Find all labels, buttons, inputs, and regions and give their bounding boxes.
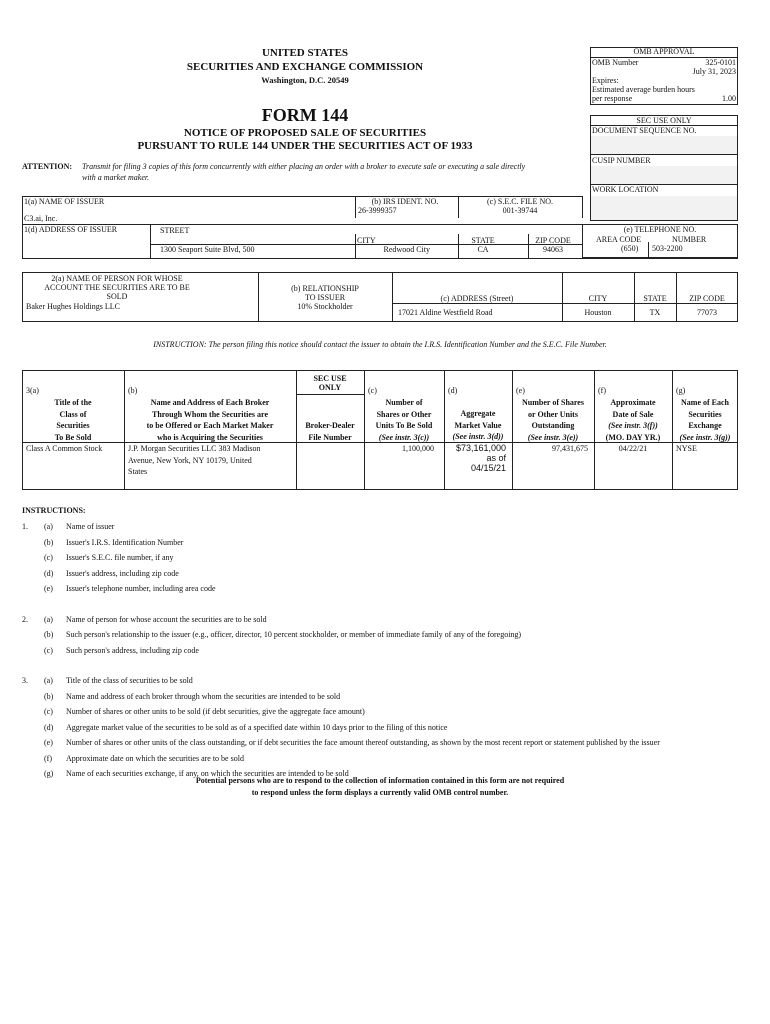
person-city-value[interactable]: Houston <box>584 308 612 317</box>
issuer-name-value[interactable]: C3.ai, Inc. <box>24 214 58 223</box>
colBD-line: Broker-Dealer <box>305 421 355 430</box>
irs-value[interactable]: 26-3999357 <box>358 206 397 215</box>
attention-text-2: with a market maker. <box>82 173 150 182</box>
colG-line: Name of Each <box>681 398 729 407</box>
zip-label: ZIP CODE <box>535 236 571 245</box>
colA-line: Class of <box>59 409 87 419</box>
instruction-letter: (a) <box>44 522 53 531</box>
sec-use-only-2: ONLY <box>318 383 342 392</box>
city-value[interactable]: Redwood City <box>383 245 430 254</box>
omb-number-value: 325-0101 <box>705 58 736 67</box>
person-city-label: CITY <box>588 294 608 303</box>
person-address-value[interactable]: 17021 Aldine Westfield Road <box>398 308 493 317</box>
form-subtitle-2: PURSUANT TO RULE 144 UNDER THE SECURITIES ACT OF 1933 <box>137 140 473 152</box>
instruction-text: Number of shares or other units of the class outstanding, or if debt securities the face amount thereof outstanding, as shown by the most recent report or statement published by the issuer <box>66 738 660 747</box>
col-c-letter: (c) <box>368 386 377 395</box>
col-g-letter: (g) <box>676 386 686 395</box>
phone-number-value[interactable]: 503-2200 <box>652 244 683 253</box>
col-d-header <box>444 408 512 443</box>
col-g-header <box>672 397 738 443</box>
instruction-group-number: 3. <box>22 676 28 685</box>
colE-line: (See instr. 3(e)) <box>527 432 579 442</box>
issuer-left-edge <box>22 196 23 258</box>
col-b-letter: (b) <box>128 386 138 395</box>
instruction-text: Issuer's S.E.C. file number, if any <box>66 553 174 562</box>
doc-sequence-label: DOCUMENT SEQUENCE NO. <box>592 126 697 135</box>
form-subtitle-1: NOTICE OF PROPOSED SALE OF SECURITIES <box>183 127 427 139</box>
instruction-text: Aggregate market value of the securities to be sold as of a specified date within 10 days prior to the filing of this notice <box>66 722 448 732</box>
instruction-text: Issuer's address, including zip code <box>66 568 179 578</box>
colC-line: (See instr. 3(c)) <box>378 432 430 442</box>
colC-line: Units To Be Sold <box>375 421 433 430</box>
person-address-label: (c) ADDRESS (Street) <box>440 294 514 303</box>
row-outstanding-value[interactable]: 97,431,675 <box>552 444 588 453</box>
col-f-header <box>594 397 672 443</box>
person-state-value[interactable]: TX <box>649 308 661 317</box>
colC-line: Number of <box>385 398 423 407</box>
instruction-group-number: 1. <box>22 522 28 531</box>
instruction-text: Such person's address, including zip code <box>66 645 199 655</box>
omb-per-response-label: per response <box>592 94 633 103</box>
header-line-3: Washington, D.C. 20549 <box>261 75 349 85</box>
instruction-letter: (d) <box>44 722 54 732</box>
cusip-label: CUSIP NUMBER <box>592 156 651 165</box>
colG-line: (See instr. 3(g)) <box>679 432 731 442</box>
instruction-letter: (f) <box>44 753 52 763</box>
colE-line: or Other Units <box>528 409 578 419</box>
person-name-value[interactable]: Baker Hughes Holdings LLC <box>26 302 120 311</box>
person-state-label: STATE <box>643 294 667 303</box>
file-value[interactable]: 001-39744 <box>502 206 538 215</box>
instruction-text: Title of the class of securities to be sold <box>66 676 193 685</box>
colD-line: Market Value <box>454 420 502 430</box>
col-e-letter: (e) <box>516 386 525 395</box>
issuer-address-label: 1(d) ADDRESS OF ISSUER <box>24 225 118 234</box>
city-label: CITY <box>357 236 376 245</box>
sec-use-divider-2 <box>590 154 738 155</box>
sec-use-only-1: SEC USE <box>313 374 347 383</box>
instruction-group-number: 2. <box>22 614 28 624</box>
relationship-label-1: (b) RELATIONSHIP <box>291 284 359 293</box>
omb-per-response-value: 1.00 <box>722 94 736 103</box>
colF-line: Date of Sale <box>612 409 654 419</box>
phone-divider <box>648 242 649 258</box>
row-value-value[interactable] <box>446 443 506 473</box>
header-line-1: UNITED STATES <box>261 47 349 59</box>
instruction-text: Number of shares or other units to be sold (if debt securities, give the aggregate face amount) <box>66 707 365 716</box>
issuer-right-edge <box>582 196 583 218</box>
row-date-value[interactable]: 04/22/21 <box>618 444 648 453</box>
rowValue-line: $73,161,000 <box>455 443 506 453</box>
omb-title: OMB APPROVAL <box>633 47 695 56</box>
colC-line: Shares or Other <box>376 409 432 419</box>
footer-line-2: to respond unless the form displays a currently valid OMB control number. <box>251 788 509 797</box>
col-f-letter: (f) <box>598 386 606 395</box>
colB-line: Name and Address of Each Broker <box>150 398 270 407</box>
colD-line: Aggregate <box>460 409 496 418</box>
colF-line: (See instr. 3(f)) <box>608 421 658 430</box>
instruction-letter: (a) <box>44 614 53 624</box>
instructions-title: INSTRUCTIONS: <box>22 506 86 515</box>
colE-line: Outstanding <box>531 421 575 430</box>
issuer-state-left <box>458 234 459 258</box>
street-label: STREET <box>160 226 190 235</box>
rowValue-line: 04/15/21 <box>470 463 506 473</box>
issuer-name-label: 1(a) NAME OF ISSUER <box>24 197 105 206</box>
colA-line: To Be Sold <box>54 432 92 442</box>
colA-line: Securities <box>56 421 90 430</box>
colD-line: (See instr. 3(d)) <box>452 432 504 441</box>
omb-number-label: OMB Number <box>592 58 639 67</box>
area-code-label: AREA CODE <box>596 235 642 244</box>
col-a-header <box>22 397 124 443</box>
person-zip-value[interactable]: 77073 <box>697 308 717 317</box>
instruction-text: Name of each securities exchange, if any, on which the securities are intended to be sold <box>66 769 349 778</box>
row-shares-value[interactable]: 1,100,000 <box>402 444 434 453</box>
col-e-header <box>512 397 594 443</box>
instruction-text: Approximate date on which the securities are to be sold <box>66 753 244 763</box>
work-location-label: WORK LOCATION <box>592 185 659 194</box>
colF-line: Approximate <box>610 398 656 407</box>
instruction-letter: (a) <box>44 676 53 685</box>
colF-line: (MO. DAY YR.) <box>605 432 661 442</box>
col-a-letter: 3(a) <box>26 386 39 395</box>
instruction-note: INSTRUCTION: The person filing this notice should contact the issuer to obtain the I.R.S. Identification Number and the S.E.C. File Number. <box>153 340 607 349</box>
col-bd-header <box>296 420 364 443</box>
state-label: STATE <box>471 236 495 245</box>
file-label: (c) S.E.C. FILE NO. <box>487 197 553 206</box>
row-broker-value[interactable] <box>128 443 294 478</box>
issuer-city-left <box>355 234 356 258</box>
header-line-2: SECURITIES AND EXCHANGE COMMISSION <box>186 61 424 73</box>
zip-value[interactable]: 94063 <box>543 245 563 254</box>
instruction-letter: (b) <box>44 537 54 547</box>
instruction-text: Issuer's telephone number, including area code <box>66 584 216 593</box>
col-c-header <box>364 397 444 443</box>
person-name-label-2: ACCOUNT THE SECURITIES ARE TO BE <box>44 283 190 292</box>
instruction-letter: (c) <box>44 645 53 655</box>
colE-line: Number of Shares <box>522 398 584 407</box>
cusip-field[interactable] <box>591 166 737 184</box>
instruction-letter: (b) <box>44 630 54 639</box>
form-title: FORM 144 <box>261 105 349 125</box>
instruction-text: Name of person for whose account the securities are to be sold <box>66 614 267 624</box>
colG-line: Exchange <box>688 421 722 430</box>
irs-label: (b) IRS IDENT. NO. <box>371 197 439 206</box>
issuer-bottom-rule <box>22 258 738 259</box>
person-zip-label: ZIP CODE <box>689 294 725 303</box>
instruction-text: Name and address of each broker through whom the securities are intended to be sold <box>66 691 341 701</box>
rowBroker-line: States <box>128 467 148 476</box>
instruction-letter: (b) <box>44 691 54 701</box>
rowBroker-line: Avenue, New York, NY 10179, United <box>128 455 252 465</box>
colG-line: Securities <box>688 409 722 419</box>
instruction-text: Name of issuer <box>66 522 115 531</box>
instruction-letter: (c) <box>44 553 53 562</box>
instruction-letter: (e) <box>44 584 53 593</box>
phone-number-label: NUMBER <box>672 235 707 244</box>
instruction-letter: (e) <box>44 738 53 747</box>
instruction-letter: (c) <box>44 707 53 716</box>
colBD-line: File Number <box>308 432 352 442</box>
issuer-zip-left <box>528 234 529 258</box>
instruction-text: Such person's relationship to the issuer (e.g., officer, director, 10 percent stockholder, or member of immediate family of any of the foregoing) <box>66 630 522 639</box>
omb-burden-label: Estimated average burden hours <box>592 85 695 94</box>
person-name-label-1: 2(a) NAME OF PERSON FOR WHOSE <box>51 274 183 283</box>
work-location-field[interactable] <box>591 196 737 220</box>
person-name-label-3: SOLD <box>106 292 128 301</box>
instruction-text: Issuer's I.R.S. Identification Number <box>66 537 184 547</box>
rowValue-line: as of <box>486 453 506 463</box>
instruction-letter: (g) <box>44 769 54 778</box>
sec-use-title: SEC USE ONLY <box>636 116 692 125</box>
col-d-letter: (d) <box>448 386 458 395</box>
instruction-letter: (d) <box>44 568 54 578</box>
state-value[interactable]: CA <box>477 245 489 254</box>
colA-line: Title of the <box>54 398 92 407</box>
doc-sequence-field[interactable] <box>591 136 737 154</box>
relationship-label-2: TO ISSUER <box>304 293 346 302</box>
attention-text-1: Transmit for filing 3 copies of this form concurrently with either placing an order with a broker to execute sale or executing a sale directly <box>82 162 526 171</box>
sec-use-only-rule <box>296 394 364 395</box>
row-exchange-value[interactable]: NYSE <box>676 444 697 453</box>
omb-expires-label: Expires: <box>592 76 619 85</box>
rowBroker-line: J.P. Morgan Securities LLC 383 Madison <box>128 444 261 453</box>
attention-label: ATTENTION: <box>22 162 73 171</box>
colB-line: who is Acquiring the Securities <box>157 432 263 442</box>
colB-line: Through Whom the Securities are <box>151 409 268 419</box>
issuer-street-left <box>150 224 151 258</box>
area-code-value[interactable]: (650) <box>621 244 639 253</box>
omb-date-value: July 31, 2023 <box>692 67 736 76</box>
col-b-header <box>124 397 296 443</box>
row-class-value[interactable]: Class A Common Stock <box>26 444 103 453</box>
footer-line-1: Potential persons who are to respond to the collection of information contained in this form are not required <box>195 776 565 785</box>
phone-label: (e) TELEPHONE NO. <box>623 225 697 234</box>
street-value[interactable]: 1300 Seaport Suite Blvd, 500 <box>160 245 255 254</box>
colB-line: to be Offered or Each Market Maker <box>146 421 274 430</box>
relationship-value[interactable]: 10% Stockholder <box>297 302 353 311</box>
